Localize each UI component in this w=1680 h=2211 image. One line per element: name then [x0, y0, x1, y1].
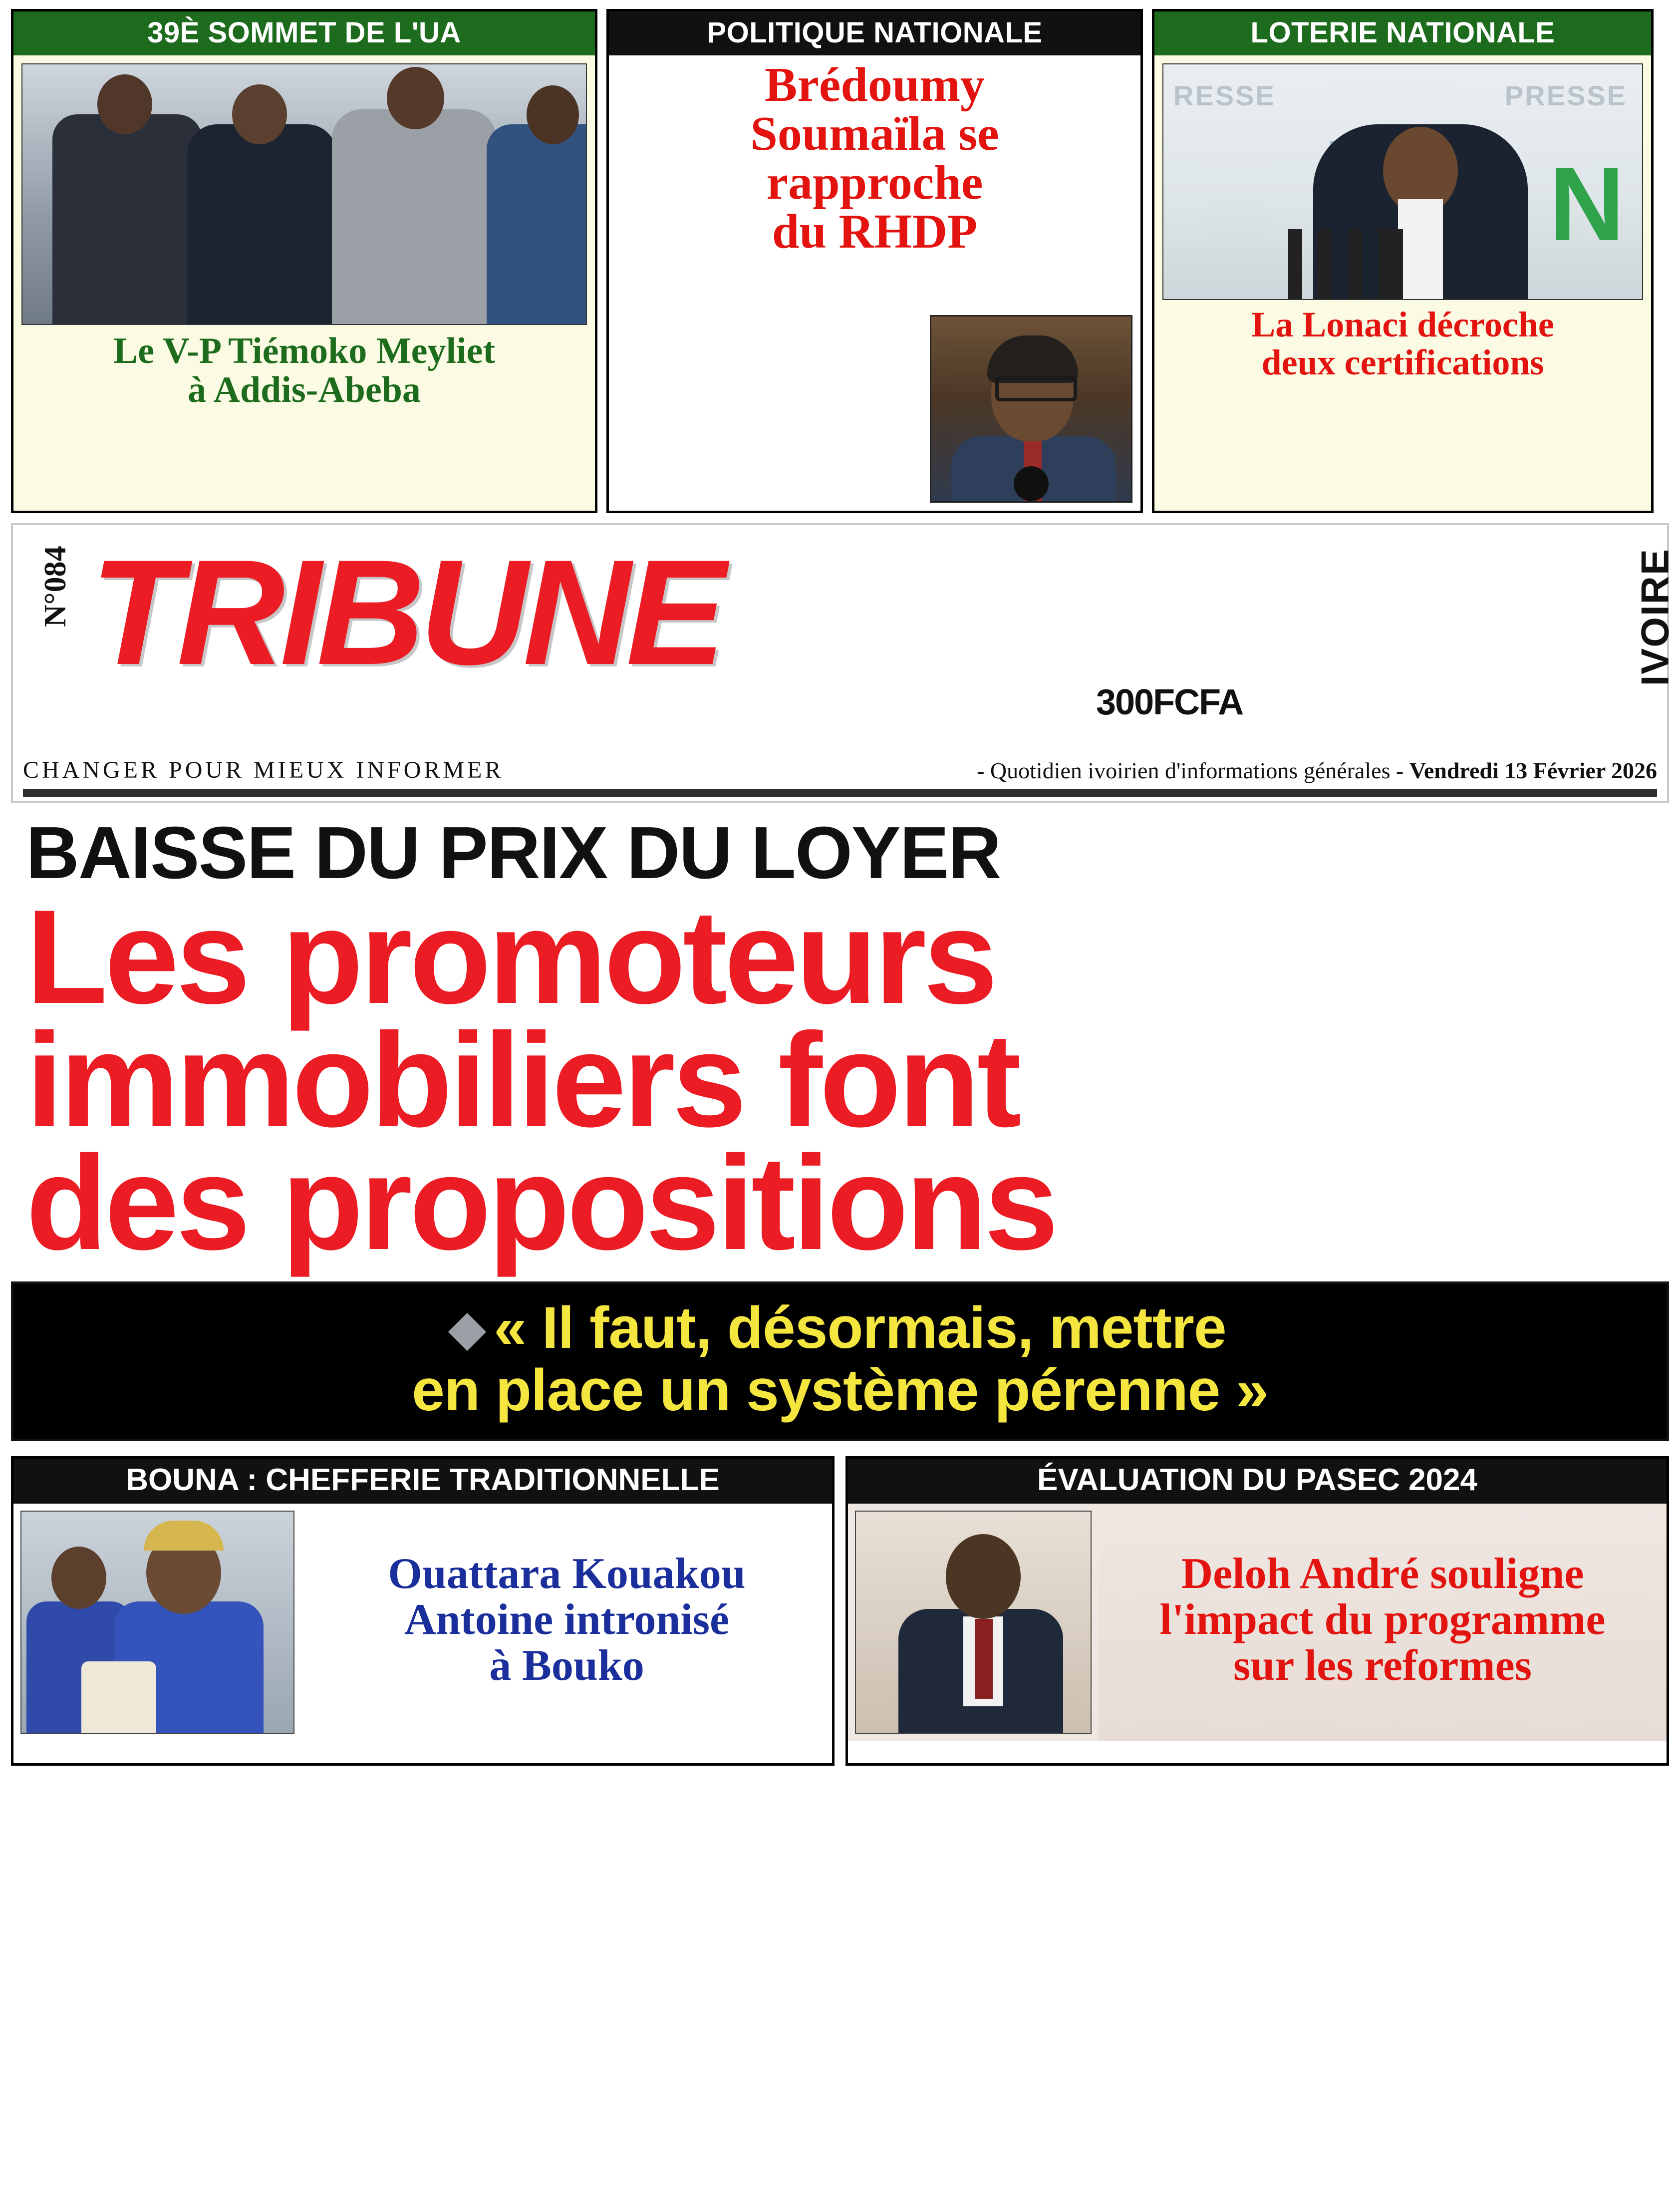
photo-deloh-andre	[855, 1511, 1092, 1734]
top-story-banner-politique: POLITIQUE NATIONALE	[609, 11, 1140, 55]
title-line-1: Ouattara Kouakou	[388, 1549, 746, 1598]
caption-line-2: deux certifications	[1261, 342, 1544, 382]
bottom-story-banner-pasec: ÉVALUATION DU PASEC 2024	[848, 1459, 1667, 1504]
lead-story[interactable]	[11, 812, 1669, 1441]
title-line-2: Antoine intronisé	[404, 1595, 730, 1644]
title-line-1: Deloh André souligne	[1181, 1549, 1584, 1598]
caption-line-1: La Lonaci décroche	[1251, 305, 1554, 344]
bottom-story-bouna[interactable]	[11, 1456, 835, 1766]
masthead-subline	[977, 757, 1657, 784]
price-label: 300FCFA	[1096, 682, 1243, 722]
issue-number: N°084	[38, 546, 72, 627]
caption-line-2: à Addis-Abeba	[188, 369, 421, 410]
diamond-bullet-icon	[448, 1313, 486, 1351]
lead-quote-line-2: en place un système pérenne »	[412, 1357, 1268, 1423]
top-story-politique-nationale[interactable]	[606, 9, 1143, 513]
lead-headline-line-3: des propositions	[26, 1128, 1056, 1278]
masthead-infoline	[23, 756, 1657, 784]
top-story-caption-loterie	[1154, 300, 1651, 386]
headline-line-1: Brédoumy	[765, 58, 985, 112]
bottom-story-title-pasec	[1160, 1551, 1606, 1689]
headline-line-4: du RHDP	[772, 205, 978, 259]
headline-line-3: rapproche	[766, 156, 983, 210]
lead-headline-line-1: Les promoteurs	[26, 881, 995, 1031]
masthead-rule	[23, 789, 1657, 797]
top-story-headline-politique	[609, 55, 1140, 259]
title-line-3: sur les reformes	[1233, 1641, 1532, 1690]
title-line-2: l'impact du programme	[1159, 1595, 1606, 1644]
photo-watermark-right: PRESSE	[1504, 80, 1627, 111]
lead-kicker: BAISSE DU PRIX DU LOYER	[26, 812, 1001, 894]
masthead-slogan: CHANGER POUR MIEUX INFORMER	[23, 757, 504, 783]
bottom-story-pasec[interactable]	[845, 1456, 1669, 1766]
top-story-caption-ua	[13, 325, 595, 414]
top-story-ua-summit[interactable]	[11, 9, 597, 513]
photo-portrait-politician	[930, 315, 1132, 503]
lead-headline	[11, 881, 1669, 1278]
lead-quote-text-1: « Il faut, désormais, mettre	[494, 1294, 1226, 1361]
bottom-story-banner-bouna: BOUNA : CHEFFERIE TRADITIONNELLE	[13, 1459, 832, 1504]
top-story-banner-loterie: LOTERIE NATIONALE	[1154, 11, 1651, 55]
top-story-loterie-nationale[interactable]	[1152, 9, 1654, 513]
masthead-vertical-label: IVOIRE	[1633, 548, 1677, 686]
headline-line-2: Soumaïla se	[750, 107, 999, 161]
top-story-banner-ua: 39È SOMMET DE L'UA	[13, 11, 595, 55]
photo-letter-n: N	[1549, 145, 1625, 263]
newspaper-logo: TRIBUNE	[90, 528, 721, 696]
photo-lonaci-press-conference	[1162, 63, 1643, 300]
caption-line-1: Le V-P Tiémoko Meyliet	[113, 330, 496, 371]
photo-watermark-left: RESSE	[1173, 80, 1276, 111]
masthead-descriptor: - Quotidien ivoirien d'informations générales -	[977, 758, 1409, 783]
lead-quote-line-1	[28, 1294, 1652, 1361]
photo-chefferie-bouna	[20, 1511, 294, 1734]
masthead-date: Vendredi 13 Février 2026	[1409, 758, 1657, 783]
top-stories-strip	[11, 9, 1669, 513]
masthead	[11, 523, 1677, 803]
lead-headline-line-2: immobiliers font	[26, 1004, 1019, 1155]
lead-quote-bar	[11, 1281, 1669, 1441]
bottom-stories-strip	[11, 1456, 1669, 1766]
bottom-story-title-bouna	[388, 1551, 745, 1689]
title-line-3: à Bouko	[489, 1641, 644, 1690]
photo-ua-handshake	[21, 63, 587, 325]
